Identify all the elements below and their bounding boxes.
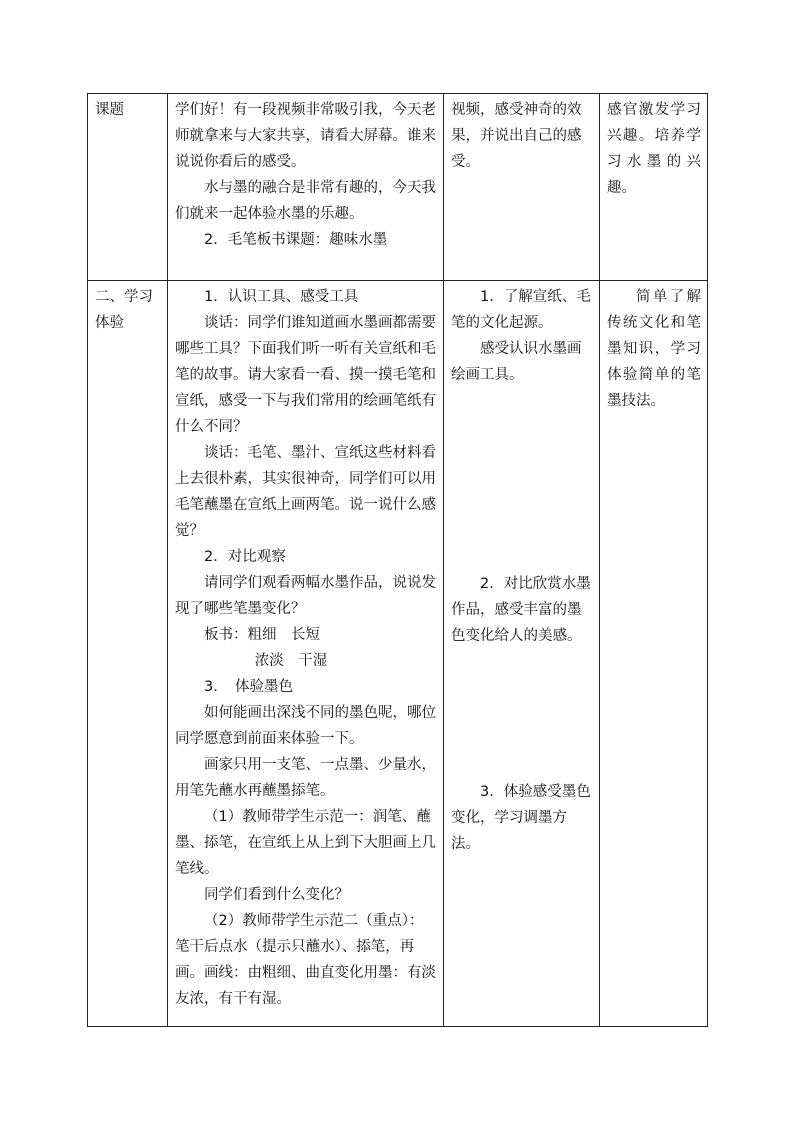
spacer [451,388,593,571]
teacher-paragraph: 2．对比观察 [204,549,286,565]
teacher-paragraph: 同学们看到什么变化？ [204,887,349,903]
teacher-activity-cell [168,281,444,1027]
teacher-paragraph: 谈话：同学们谁知道画水墨画都需要哪些工具？下面我们听一听有关宣纸和毛笔的故事。请大家看一看、摸一摸毛笔和宣纸，感受一下与我们常用的绘画笔纸有什么不同？ [175,315,436,435]
intent-paragraph: 简单了解传统文化和笔墨知识，学习体验简单的笔墨技法。 [607,289,701,409]
student-paragraph: 3．体验感受墨色变化，学习调墨方法。 [451,784,591,852]
table-row [88,281,708,1027]
teacher-activity-cell [168,94,444,281]
board-writing-line: 浓淡 干湿 [254,653,328,669]
design-intent-cell [600,94,708,281]
intent-paragraph: 感官激发学习兴趣。培养学习水墨的兴趣。 [607,102,701,196]
teacher-paragraph: 请同学们观看两幅水墨作品，说说发现了哪些笔墨变化？ [175,575,436,617]
section-cell [88,94,168,281]
teacher-paragraph: 如何能画出深浅不同的墨色呢，哪位同学愿意到前面来体验一下。 [175,705,436,747]
teacher-paragraph: 1．认识工具、感受工具 [204,289,359,305]
teacher-paragraph: 谈话：毛笔、墨汁、宣纸这些材料看上去很朴素，其实很神奇，同学们可以用毛笔蘸墨在宣纸上画两笔。说一说什么感觉？ [175,445,436,539]
section-cell [88,281,168,1027]
design-intent-cell [600,281,708,1027]
student-paragraph: 视频，感受神奇的效果，并说出自己的感受。 [451,102,582,170]
teacher-paragraph: 水与墨的融合是非常有趣的，今天我们就来一起体验水墨的乐趣。 [175,180,436,222]
student-paragraph: 1．了解宣纸、毛笔的文化起源。 [451,289,591,331]
spacer [451,649,593,779]
student-activity-cell [444,94,600,281]
table-row [88,94,708,281]
teacher-paragraph: 3． 体验墨色 [204,679,293,695]
teacher-paragraph: 画家只用一支笔、一点墨、少量水，用笔先蘸水再蘸墨掭笔。 [175,757,436,799]
teacher-paragraph: （1）教师带学生示范一：润笔、蘸墨、掭笔，在宣纸上从上到下大胆画上几笔线。 [175,809,436,877]
student-paragraph: 感受认识水墨画绘画工具。 [451,341,582,383]
teacher-paragraph: （2）教师带学生示范二（重点）：笔干后点水（提示只蘸水）、掭笔，再画。画线：由粗细、曲直变化用墨：有淡友浓，有干有湿。 [175,913,436,1007]
section-title: 二、学习体验 [95,289,153,331]
student-activity-cell [444,281,600,1027]
student-paragraph: 2．对比欣赏水墨作品，感受丰富的墨色变化给人的美感。 [451,576,591,644]
teacher-paragraph: 2．毛笔板书课题：趣味水墨 [204,232,388,248]
lesson-plan-table [87,93,708,1027]
teacher-paragraph: 学们好！有一段视频非常吸引我，今天老师就拿来与大家共享，请看大屏幕。谁来说说你看后的感受。 [175,102,436,170]
board-writing-line: 板书：粗细 长短 [204,627,320,643]
section-title: 课题 [95,102,124,118]
